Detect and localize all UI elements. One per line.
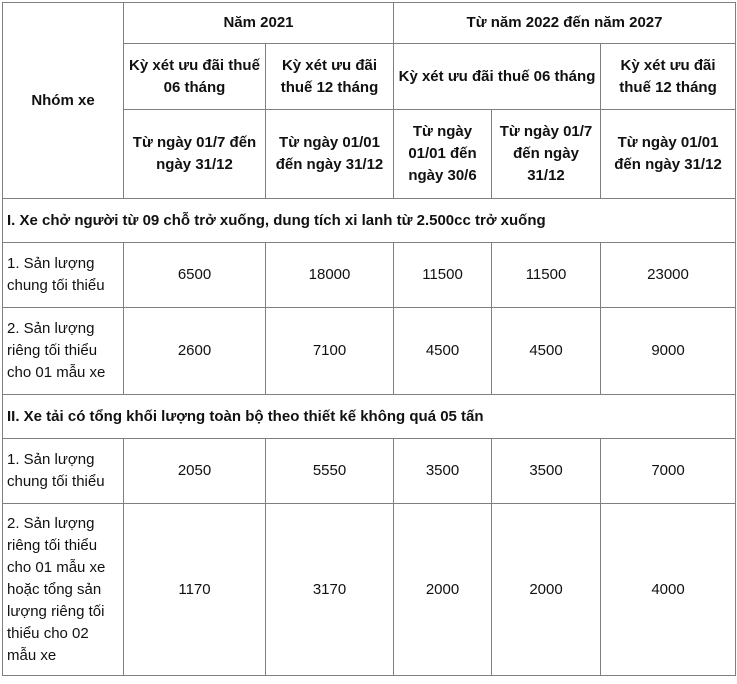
value-cell: 6500 [124, 243, 266, 308]
section-title-passenger-cars: I. Xe chở người từ 09 chỗ trở xuống, dung tích xi lanh từ 2.500cc trở xuống [3, 199, 736, 243]
header-review-12m-2021: Kỳ xét ưu đãi thuế 12 tháng [266, 44, 394, 110]
header-review-12m-2022: Kỳ xét ưu đãi thuế 12 tháng [601, 44, 736, 110]
section-row [3, 395, 736, 439]
value-cell: 9000 [601, 308, 736, 395]
value-cell: 11500 [394, 243, 492, 308]
header-period-2022-12m: Từ ngày 01/01 đến ngày 31/12 [601, 110, 736, 199]
value-cell: 18000 [266, 243, 394, 308]
value-cell: 4500 [394, 308, 492, 395]
value-cell: 7100 [266, 308, 394, 395]
value-cell: 23000 [601, 243, 736, 308]
value-cell: 3500 [492, 439, 601, 504]
value-cell: 4000 [601, 504, 736, 676]
header-period-2021-12m: Từ ngày 01/01 đến ngày 31/12 [266, 110, 394, 199]
header-period-2021-6m: Từ ngày 01/7 đến ngày 31/12 [124, 110, 266, 199]
row-label: 2. Sản lượng riêng tối thiểu cho 01 mẫu xe hoặc tổng sản lượng riêng tối thiểu cho 02 mẫu xe [3, 504, 124, 676]
value-cell: 11500 [492, 243, 601, 308]
row-label: 1. Sản lượng chung tối thiểu [3, 243, 124, 308]
header-vehicle-group: Nhóm xe [3, 3, 124, 199]
header-period-2022-h2: Từ ngày 01/7 đến ngày 31/12 [492, 110, 601, 199]
row-label: 2. Sản lượng riêng tối thiểu cho 01 mẫu xe [3, 308, 124, 395]
table-row [3, 308, 736, 395]
header-review-6m-2022: Kỳ xét ưu đãi thuế 06 tháng [394, 44, 601, 110]
incentive-threshold-table [2, 2, 736, 676]
header-review-6m-2021: Kỳ xét ưu đãi thuế 06 tháng [124, 44, 266, 110]
section-title-trucks: II. Xe tải có tổng khối lượng toàn bộ theo thiết kế không quá 05 tấn [3, 395, 736, 439]
value-cell: 3500 [394, 439, 492, 504]
value-cell: 2000 [492, 504, 601, 676]
header-row-years [3, 3, 736, 44]
header-year-2021: Năm 2021 [124, 3, 394, 44]
value-cell: 1170 [124, 504, 266, 676]
value-cell: 2050 [124, 439, 266, 504]
table-row [3, 504, 736, 676]
value-cell: 3170 [266, 504, 394, 676]
table-row [3, 439, 736, 504]
header-years-2022-2027: Từ năm 2022 đến năm 2027 [394, 3, 736, 44]
header-period-2022-h1: Từ ngày 01/01 đến ngày 30/6 [394, 110, 492, 199]
section-row [3, 199, 736, 243]
value-cell: 2000 [394, 504, 492, 676]
table-row [3, 243, 736, 308]
value-cell: 5550 [266, 439, 394, 504]
value-cell: 2600 [124, 308, 266, 395]
value-cell: 7000 [601, 439, 736, 504]
value-cell: 4500 [492, 308, 601, 395]
row-label: 1. Sản lượng chung tối thiểu [3, 439, 124, 504]
